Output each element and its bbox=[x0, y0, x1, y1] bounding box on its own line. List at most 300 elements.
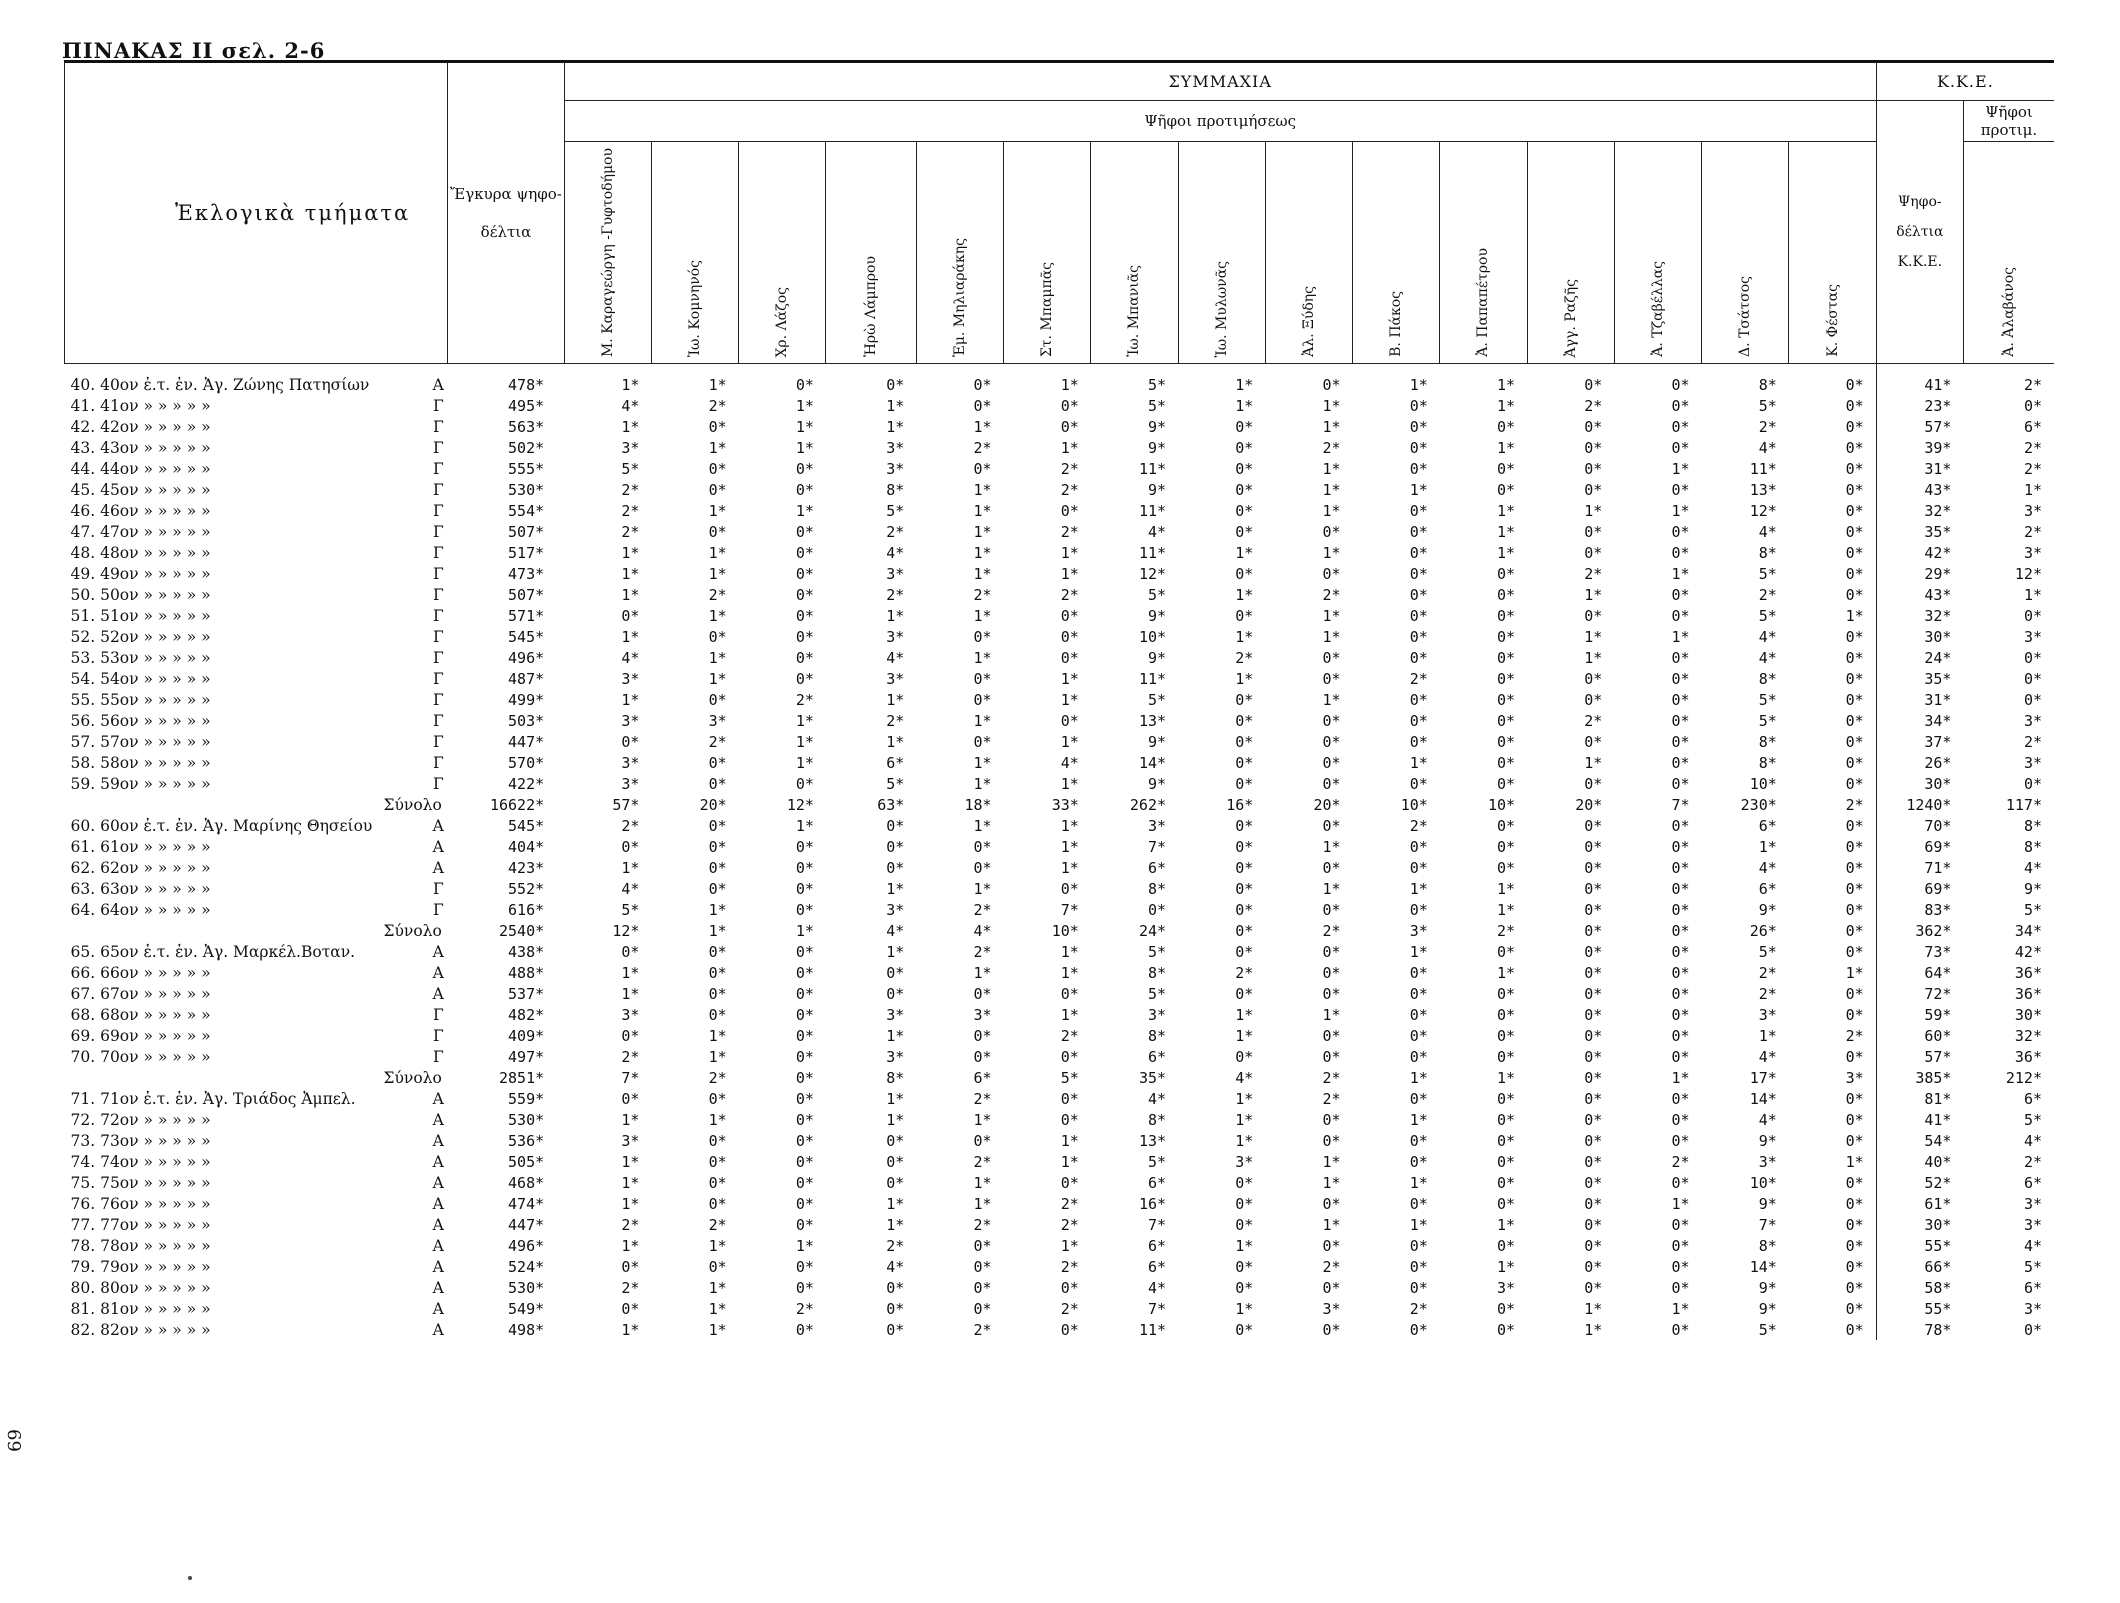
vote-cell: 4* bbox=[2023, 1131, 2042, 1150]
vote-cell: 503* bbox=[508, 711, 545, 730]
vote-cell: 1* bbox=[973, 1110, 992, 1129]
section-name: 59. 59ον » » » » » bbox=[70, 774, 211, 793]
vote-cell: 0* bbox=[621, 1089, 640, 1108]
vote-cell: 2* bbox=[973, 1152, 992, 1171]
vote-cell: 0* bbox=[973, 1257, 992, 1276]
vote-cell: 0* bbox=[1584, 984, 1603, 1003]
vote-cell: 0* bbox=[1584, 1173, 1603, 1192]
vote-cell: 0* bbox=[1235, 417, 1254, 436]
vote-cell: 0* bbox=[1409, 711, 1428, 730]
vote-cell: 1* bbox=[621, 1236, 640, 1255]
vote-cell: 0* bbox=[795, 1257, 814, 1276]
vote-cell: 4* bbox=[1758, 1110, 1777, 1129]
vote-cell: 3* bbox=[973, 1005, 992, 1024]
vote-cell: 0* bbox=[973, 1026, 992, 1045]
vote-cell: 0* bbox=[1235, 1173, 1254, 1192]
vote-cell: 473* bbox=[508, 564, 545, 583]
vote-cell: 0* bbox=[1845, 648, 1864, 667]
section-kind: Γ bbox=[433, 648, 444, 667]
vote-cell: 0* bbox=[1060, 627, 1079, 646]
vote-cell: 33* bbox=[1051, 795, 1079, 814]
vote-cell: 1* bbox=[973, 564, 992, 583]
vote-cell: 1240* bbox=[1876, 794, 1963, 815]
vote-cell: 2* bbox=[1584, 711, 1603, 730]
vote-cell: 1* bbox=[1671, 1194, 1690, 1213]
vote-cell: 11* bbox=[1749, 459, 1777, 478]
vote-cell: 1* bbox=[973, 543, 992, 562]
vote-cell: 5* bbox=[1147, 942, 1167, 961]
vote-cell: 1* bbox=[973, 879, 992, 898]
table-row bbox=[65, 1235, 2055, 1256]
vote-cell: 552* bbox=[508, 879, 545, 898]
vote-cell: 0* bbox=[1845, 1194, 1864, 1213]
vote-cell: 0* bbox=[1409, 858, 1428, 877]
vote-cell: 43* bbox=[1876, 584, 1963, 605]
vote-cell: 35* bbox=[1876, 521, 1963, 542]
vote-cell: 1* bbox=[621, 984, 640, 1003]
vote-cell: 0* bbox=[1060, 1173, 1079, 1192]
vote-cell: 1* bbox=[1235, 543, 1254, 562]
vote-cell: 2* bbox=[1235, 963, 1254, 982]
vote-cell: 41* bbox=[1876, 364, 1963, 396]
vote-cell: 1* bbox=[2023, 585, 2042, 604]
candidate-name: Χρ. Λάζος bbox=[774, 286, 791, 358]
vote-cell: 0* bbox=[708, 1152, 727, 1171]
candidate-header bbox=[1527, 142, 1614, 364]
vote-cell: 30* bbox=[1876, 773, 1963, 794]
vote-cell: 0* bbox=[1671, 984, 1690, 1003]
table-row bbox=[65, 364, 2055, 396]
section-name: 58. 58ον » » » » » bbox=[70, 753, 211, 772]
vote-cell: 0* bbox=[1409, 984, 1428, 1003]
vote-cell: 1* bbox=[886, 1026, 905, 1045]
vote-cell: 3* bbox=[1758, 1152, 1777, 1171]
vote-cell: 0* bbox=[1235, 711, 1254, 730]
candidate-name: Ἰω. Μυλωνᾶς bbox=[1213, 260, 1230, 358]
vote-cell: 563* bbox=[508, 417, 545, 436]
table-row bbox=[65, 773, 2055, 794]
section-name: 71. 71ον ἐ.τ. ἐν. Ἀγ. Τριάδος Ἀμπελ. bbox=[70, 1089, 356, 1108]
vote-cell: 55* bbox=[1876, 1235, 1963, 1256]
vote-cell: 0* bbox=[1584, 858, 1603, 877]
vote-cell: 0* bbox=[708, 984, 727, 1003]
vote-cell: 1* bbox=[621, 1152, 640, 1171]
vote-cell: 31* bbox=[1876, 458, 1963, 479]
section-label bbox=[65, 1130, 448, 1151]
vote-cell: 0* bbox=[1496, 1236, 1516, 1255]
vote-cell: 0* bbox=[1060, 1047, 1079, 1066]
vote-cell: 5* bbox=[621, 459, 640, 478]
vote-cell: 3* bbox=[2023, 753, 2042, 772]
section-name: 56. 56ον » » » » » bbox=[70, 711, 211, 730]
vote-cell: 2* bbox=[621, 501, 640, 520]
section-kind: Γ bbox=[433, 669, 444, 688]
section-kind: Γ bbox=[433, 1005, 444, 1024]
vote-cell: 2* bbox=[1496, 921, 1516, 940]
vote-cell: 0* bbox=[1845, 1047, 1864, 1066]
vote-cell: 2540* bbox=[499, 921, 545, 940]
vote-cell: 1* bbox=[973, 1173, 992, 1192]
vote-cell: 1* bbox=[621, 690, 640, 709]
vote-cell: 7* bbox=[621, 1068, 640, 1087]
vote-cell: 0* bbox=[1496, 1110, 1516, 1129]
candidate-header bbox=[1789, 142, 1876, 364]
vote-cell: 497* bbox=[508, 1047, 545, 1066]
candidate-header bbox=[916, 142, 1003, 364]
vote-cell: 0* bbox=[973, 396, 992, 415]
table-row bbox=[65, 1130, 2055, 1151]
vote-cell: 11* bbox=[1138, 669, 1167, 688]
section-name: 55. 55ον » » » » » bbox=[70, 690, 211, 709]
vote-cell: 0* bbox=[1671, 648, 1690, 667]
vote-cell: 0* bbox=[1235, 1320, 1254, 1339]
vote-cell: 3* bbox=[2023, 501, 2042, 520]
vote-cell: 0* bbox=[1235, 1215, 1254, 1234]
vote-cell: 0* bbox=[1235, 438, 1254, 457]
vote-cell: 2* bbox=[708, 1068, 727, 1087]
vote-cell: 0* bbox=[886, 1278, 905, 1297]
section-name: 49. 49ον » » » » » bbox=[70, 564, 211, 583]
vote-cell: 0* bbox=[973, 459, 992, 478]
vote-cell: 0* bbox=[1060, 879, 1079, 898]
vote-cell: 1* bbox=[621, 564, 640, 583]
vote-cell: 1* bbox=[1409, 1173, 1428, 1192]
vote-cell: 58* bbox=[1876, 1277, 1963, 1298]
vote-cell: 78* bbox=[1876, 1319, 1963, 1340]
vote-cell: 5* bbox=[621, 900, 640, 919]
vote-cell: 34* bbox=[1876, 710, 1963, 731]
table-row bbox=[65, 815, 2055, 836]
vote-cell: 0* bbox=[1409, 627, 1428, 646]
section-name: 50. 50ον » » » » » bbox=[70, 585, 211, 604]
vote-cell: 1* bbox=[1322, 690, 1341, 709]
vote-cell: 0* bbox=[1845, 984, 1864, 1003]
vote-cell: 1* bbox=[708, 900, 727, 919]
vote-cell: 34* bbox=[2014, 921, 2042, 940]
section-label bbox=[65, 458, 448, 479]
vote-cell: 2* bbox=[886, 585, 905, 604]
table-row bbox=[65, 899, 2055, 920]
kke-header: Κ.Κ.Ε. bbox=[1876, 62, 2054, 101]
table-row bbox=[65, 1298, 2055, 1319]
vote-cell: 6* bbox=[1147, 1173, 1167, 1192]
vote-cell: 3* bbox=[621, 753, 640, 772]
section-name: 43. 43ον » » » » » bbox=[70, 438, 211, 457]
candidate-header bbox=[826, 142, 916, 364]
vote-cell: 1* bbox=[1235, 1236, 1254, 1255]
vote-cell: 1* bbox=[886, 732, 905, 751]
section-kind: Γ bbox=[433, 711, 444, 730]
vote-cell: 0* bbox=[1496, 711, 1516, 730]
vote-cell: 0* bbox=[1496, 1173, 1516, 1192]
section-name: 46. 46ον » » » » » bbox=[70, 501, 211, 520]
section-kind: Α bbox=[432, 1131, 444, 1150]
vote-cell: 1* bbox=[1496, 543, 1516, 562]
vote-cell: 0* bbox=[1671, 1131, 1690, 1150]
vote-cell: 4* bbox=[1758, 438, 1777, 457]
vote-cell: 30* bbox=[2014, 1005, 2042, 1024]
section-label bbox=[65, 773, 448, 794]
vote-cell: 3* bbox=[1322, 1299, 1341, 1318]
vote-cell: 8* bbox=[2023, 816, 2042, 835]
vote-cell: 0* bbox=[1322, 942, 1341, 961]
sections-header: Ἐκλογικὰ τμήματα bbox=[65, 62, 448, 364]
vote-cell: 555* bbox=[508, 459, 545, 478]
vote-cell: 1* bbox=[795, 396, 814, 415]
vote-cell: 0* bbox=[1584, 1236, 1603, 1255]
vote-cell: 5* bbox=[886, 774, 905, 793]
vote-cell: 0* bbox=[886, 1131, 905, 1150]
vote-cell: 0* bbox=[1584, 417, 1603, 436]
vote-cell: 404* bbox=[508, 837, 545, 856]
vote-cell: 1* bbox=[708, 543, 727, 562]
vote-cell: 2* bbox=[1060, 522, 1079, 541]
vote-cell: 83* bbox=[1876, 899, 1963, 920]
section-kind: Γ bbox=[433, 543, 444, 562]
vote-cell: 8* bbox=[1147, 963, 1167, 982]
vote-cell: 0* bbox=[1496, 459, 1516, 478]
vote-cell: 11* bbox=[1138, 543, 1167, 562]
vote-cell: 1* bbox=[1060, 858, 1079, 877]
vote-cell: 64* bbox=[1876, 962, 1963, 983]
vote-cell: 0* bbox=[795, 669, 814, 688]
vote-cell: 0* bbox=[886, 1173, 905, 1192]
candidate-header bbox=[1963, 142, 2054, 364]
vote-cell: 0* bbox=[1409, 963, 1428, 982]
vote-cell: 1* bbox=[708, 606, 727, 625]
vote-cell: 26* bbox=[1876, 752, 1963, 773]
vote-cell: 1* bbox=[1322, 396, 1341, 415]
vote-cell: 0* bbox=[1845, 711, 1864, 730]
section-kind: Γ bbox=[433, 1026, 444, 1045]
vote-cell: 41* bbox=[1876, 1109, 1963, 1130]
vote-cell: 536* bbox=[508, 1131, 545, 1150]
vote-cell: 570* bbox=[508, 753, 545, 772]
vote-cell: 0* bbox=[1322, 1320, 1341, 1339]
vote-cell: 8* bbox=[1147, 1026, 1167, 1045]
section-name: 47. 47ον » » » » » bbox=[70, 522, 211, 541]
vote-cell: 0* bbox=[1496, 837, 1516, 856]
vote-cell: 0* bbox=[1409, 585, 1428, 604]
vote-cell: 32* bbox=[1876, 605, 1963, 626]
vote-cell: 0* bbox=[1322, 1110, 1341, 1129]
vote-cell: 0* bbox=[795, 1173, 814, 1192]
vote-cell: 0* bbox=[1409, 732, 1428, 751]
vote-cell: 0* bbox=[973, 1278, 992, 1297]
vote-cell: 1* bbox=[621, 858, 640, 877]
vote-cell: 2* bbox=[621, 522, 640, 541]
vote-cell: 4* bbox=[886, 648, 905, 667]
vote-cell: 0* bbox=[1845, 942, 1864, 961]
vote-cell: 0* bbox=[1671, 1026, 1690, 1045]
vote-cell: 0* bbox=[1409, 690, 1428, 709]
vote-cell: 0* bbox=[1496, 1320, 1516, 1339]
vote-cell: 0* bbox=[1845, 1215, 1864, 1234]
vote-cell: 4* bbox=[621, 879, 640, 898]
table-row bbox=[65, 1172, 2055, 1193]
vote-cell: 1* bbox=[1409, 1215, 1428, 1234]
vote-cell: 2* bbox=[2023, 438, 2042, 457]
vote-cell: 0* bbox=[795, 564, 814, 583]
vote-cell: 0* bbox=[1496, 690, 1516, 709]
table-row bbox=[65, 1256, 2055, 1277]
vote-cell: 10* bbox=[1400, 795, 1428, 814]
vote-cell: 488* bbox=[508, 963, 545, 982]
section-name: 63. 63ον » » » » » bbox=[70, 879, 211, 898]
section-kind: Γ bbox=[433, 1047, 444, 1066]
vote-cell: 0* bbox=[621, 942, 640, 961]
vote-cell: 0* bbox=[1409, 1047, 1428, 1066]
vote-cell: 6* bbox=[2023, 1089, 2042, 1108]
vote-cell: 5* bbox=[1758, 942, 1777, 961]
vote-cell: 1* bbox=[1322, 606, 1341, 625]
section-name: 75. 75ον » » » » » bbox=[70, 1173, 211, 1192]
vote-cell: 1* bbox=[973, 417, 992, 436]
vote-cell: 1* bbox=[886, 1110, 905, 1129]
vote-cell: 0* bbox=[1845, 1278, 1864, 1297]
vote-cell: 6* bbox=[1758, 816, 1777, 835]
vote-cell: 1* bbox=[621, 1320, 640, 1339]
vote-cell: 26* bbox=[1749, 921, 1777, 940]
vote-cell: 36* bbox=[2014, 1047, 2042, 1066]
candidate-name: Β. Πάκος bbox=[1388, 291, 1405, 358]
kke-ballots-header: Ψηφο- δέλτια Κ.Κ.Ε. bbox=[1876, 101, 1963, 364]
vote-cell: 7* bbox=[1758, 1215, 1777, 1234]
vote-cell: 545* bbox=[508, 627, 545, 646]
vote-cell: 468* bbox=[508, 1173, 545, 1192]
vote-cell: 0* bbox=[1671, 1215, 1690, 1234]
vote-cell: 0* bbox=[1584, 879, 1603, 898]
vote-cell: 2* bbox=[886, 1236, 905, 1255]
vote-cell: 0* bbox=[1671, 1110, 1690, 1129]
vote-cell: 2* bbox=[1322, 438, 1341, 457]
vote-cell: 0* bbox=[1584, 1068, 1603, 1087]
vote-cell: 0* bbox=[1496, 1047, 1516, 1066]
vote-cell: 0* bbox=[1496, 732, 1516, 751]
vote-cell: 0* bbox=[621, 732, 640, 751]
vote-cell: 0* bbox=[1584, 1026, 1603, 1045]
vote-cell: 0* bbox=[1496, 1152, 1516, 1171]
vote-cell: 0* bbox=[1671, 1278, 1690, 1297]
vote-cell: 0* bbox=[795, 522, 814, 541]
table-row bbox=[65, 458, 2055, 479]
vote-cell: 63* bbox=[877, 795, 905, 814]
section-label bbox=[65, 1235, 448, 1256]
vote-cell: 262* bbox=[1129, 795, 1167, 814]
vote-cell: 40* bbox=[1876, 1151, 1963, 1172]
vote-cell: 17* bbox=[1749, 1068, 1777, 1087]
vote-cell: 0* bbox=[708, 1131, 727, 1150]
vote-cell: 35* bbox=[1876, 668, 1963, 689]
section-label bbox=[65, 395, 448, 416]
vote-cell: 0* bbox=[1409, 1131, 1428, 1150]
section-kind: Α bbox=[432, 837, 444, 856]
vote-cell: 2* bbox=[1235, 648, 1254, 667]
vote-cell: 1* bbox=[621, 627, 640, 646]
vote-cell: 36* bbox=[2014, 984, 2042, 1003]
candidate-name: Κ. Φέστας bbox=[1824, 284, 1841, 358]
vote-cell: 23* bbox=[1876, 395, 1963, 416]
vote-cell: 0* bbox=[1496, 942, 1516, 961]
vote-cell: 3* bbox=[621, 711, 640, 730]
vote-cell: 9* bbox=[1758, 1131, 1777, 1150]
table-row bbox=[65, 647, 2055, 668]
vote-cell: 0* bbox=[1584, 480, 1603, 499]
vote-cell: 1* bbox=[1322, 627, 1341, 646]
section-kind: Γ bbox=[433, 627, 444, 646]
vote-cell: 9* bbox=[1147, 438, 1167, 457]
vote-cell: 61* bbox=[1876, 1193, 1963, 1214]
vote-cell: 1* bbox=[1671, 459, 1690, 478]
section-label bbox=[65, 1046, 448, 1067]
vote-cell: 3* bbox=[886, 669, 905, 688]
vote-cell: 2* bbox=[1584, 564, 1603, 583]
section-name: 54. 54ον » » » » » bbox=[70, 669, 211, 688]
vote-cell: 1* bbox=[886, 417, 905, 436]
vote-cell: 4* bbox=[1758, 858, 1777, 877]
vote-cell: 2* bbox=[973, 900, 992, 919]
section-kind: Α bbox=[432, 1299, 444, 1318]
section-kind: Α bbox=[432, 1278, 444, 1297]
vote-cell: 0* bbox=[795, 984, 814, 1003]
vote-cell: 1* bbox=[1496, 1215, 1516, 1234]
vote-cell: 4* bbox=[1147, 1278, 1167, 1297]
vote-cell: 8* bbox=[1758, 375, 1777, 394]
section-label bbox=[65, 899, 448, 920]
vote-cell: 0* bbox=[1496, 564, 1516, 583]
vote-cell: 0* bbox=[1845, 585, 1864, 604]
vote-cell: 6* bbox=[1758, 879, 1777, 898]
vote-cell: 8* bbox=[886, 1068, 905, 1087]
vote-cell: 1* bbox=[1060, 690, 1079, 709]
vote-cell: 8* bbox=[1758, 543, 1777, 562]
candidate-header bbox=[651, 142, 738, 364]
vote-cell: 1* bbox=[708, 564, 727, 583]
total-label: Σύνολο bbox=[383, 1068, 442, 1087]
vote-cell: 0* bbox=[621, 1026, 640, 1045]
vote-cell: 0* bbox=[1060, 1320, 1079, 1339]
vote-cell: 1* bbox=[708, 669, 727, 688]
section-name: 52. 52ον » » » » » bbox=[70, 627, 211, 646]
vote-cell: 0* bbox=[1845, 1257, 1864, 1276]
vote-cell: 1* bbox=[2023, 480, 2042, 499]
vote-cell: 1* bbox=[973, 522, 992, 541]
section-label bbox=[65, 626, 448, 647]
vote-cell: 0* bbox=[1322, 816, 1341, 835]
vote-cell: 0* bbox=[795, 900, 814, 919]
vote-cell: 5* bbox=[1147, 1152, 1167, 1171]
section-label bbox=[65, 689, 448, 710]
vote-cell: 3* bbox=[621, 438, 640, 457]
vote-cell: 549* bbox=[508, 1299, 545, 1318]
section-label bbox=[65, 500, 448, 521]
vote-cell: 1* bbox=[1060, 543, 1079, 562]
section-label bbox=[65, 731, 448, 752]
vote-cell: 1* bbox=[1060, 1131, 1079, 1150]
vote-cell: 9* bbox=[1147, 480, 1167, 499]
vote-cell: 0* bbox=[621, 606, 640, 625]
vote-cell: 14* bbox=[1749, 1257, 1777, 1276]
vote-cell: 212* bbox=[2005, 1068, 2042, 1087]
vote-cell: 0* bbox=[1409, 1005, 1428, 1024]
vote-cell: 3* bbox=[2023, 543, 2042, 562]
table-row bbox=[65, 1277, 2055, 1298]
vote-cell: 0* bbox=[1235, 606, 1254, 625]
vote-cell: 0* bbox=[708, 837, 727, 856]
vote-cell: 0* bbox=[1235, 522, 1254, 541]
vote-cell: 0* bbox=[1584, 459, 1603, 478]
vote-cell: 0* bbox=[1671, 669, 1690, 688]
